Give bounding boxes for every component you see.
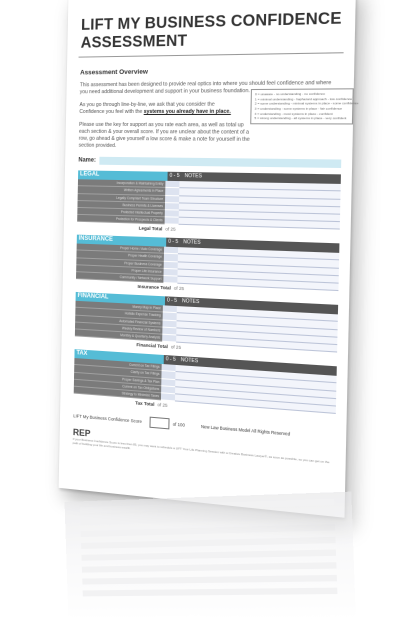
criteria-item: Proper Health Coverage (76, 251, 164, 262)
criteria-item: Strategy to Minimize Taxes (74, 387, 161, 401)
criteria-item: Legally Compliant Team Structure (78, 194, 166, 203)
score-field[interactable] (163, 276, 177, 284)
page-title: LIFT MY BUSINESS CONFIDENCE ASSESSMENT (80, 9, 342, 52)
key-line: 5 = strong understanding - all systems in place - very confident (254, 116, 347, 121)
instruction-text: As you go through line-by-line, we ask that you consider the Confidence you feel with the systems you already have in place. (79, 101, 231, 116)
section-of-25: of 25 (170, 344, 182, 351)
section-title: INSURANCE (77, 235, 167, 247)
title-rule (79, 52, 344, 57)
reflection-line (82, 562, 337, 572)
section-total-label: Insurance Total (137, 284, 171, 291)
rating-key (250, 88, 359, 124)
criteria-item: Proper Business Coverage (76, 258, 164, 269)
key-line: 2 = some understanding - minimal systems in place - some confidence (254, 101, 359, 106)
criteria-item: Proper Home / Auto Coverage (77, 244, 165, 254)
score-column-header: 0 - 5 (165, 297, 179, 307)
criteria-item: Weekly Review of Numbers (75, 322, 162, 334)
criteria-item: Protected Intellectual Property (77, 208, 165, 218)
section-title: FINANCIAL (76, 292, 166, 306)
reflection-line (80, 511, 334, 525)
reflection-line (81, 537, 336, 549)
section-tax (74, 349, 337, 421)
score-field[interactable] (162, 335, 176, 343)
overall-label: LIFT My Business Confidence Score (73, 413, 142, 425)
criteria-item: Automated Financial Systems (75, 315, 162, 327)
score-column-header: 0 - 5 (166, 238, 180, 248)
overall-score-field[interactable] (150, 417, 170, 430)
section-total-label: Tax Total (135, 400, 155, 407)
section-legal (77, 171, 341, 238)
criteria-item: Clarity on Tax Filings (74, 365, 161, 378)
section-total-label: Financial Total (136, 342, 168, 350)
intro-text: This assessment has been designed to provide real optics into where you should feel confidence and where you need additional development and support in your business foundation. (79, 79, 332, 96)
reflection-line (81, 524, 336, 537)
reflection-line (80, 499, 334, 514)
criteria-item: Money Map in Place (75, 301, 162, 313)
closing-text: If your Business Confidence Score is less than 85, you may want to schedule a LIFT Your Life Planning Session with a Creative Business Lawyer®, as soon as possible, so you can get on the path of building your life and business wealth. (72, 437, 330, 465)
criteria-item: Current on Tax Filings (74, 358, 161, 371)
key-line: 3 = understanding - some systems in place - fair confidence (254, 106, 343, 111)
criteria-item: Incorporation & Maintaining Entity (78, 179, 166, 188)
notes-column-header: NOTES (180, 238, 339, 253)
instruction-text-2: Please use the key for support as you rate each area, as well as total up each section & your overall score. If you are unclear about the content of a row, go ahead & give yourself a low score & make a note for yourself in the section provided. (78, 121, 250, 150)
section-of-25: of 25 (165, 226, 176, 233)
key-line: 1 = minimal understanding - haphazard approach - low confidence (254, 96, 353, 102)
notes-column-header: NOTES (179, 297, 338, 314)
overall-of-100: of 100 (172, 421, 185, 428)
criteria-item: Holistic Expense Tracking (75, 308, 162, 320)
overview-heading: Assessment Overview (80, 68, 148, 77)
score-field[interactable] (165, 217, 179, 225)
reflection-line (82, 575, 337, 585)
section-of-25: of 25 (173, 285, 185, 292)
section-title: TAX (74, 349, 163, 364)
reflection-line (83, 588, 338, 597)
section-financial (75, 292, 338, 360)
criteria-item: Monthly & Quarterly Analysis (75, 329, 162, 341)
criteria-item: Business Permits & Licenses (77, 201, 165, 210)
name-field[interactable] (100, 157, 342, 168)
criteria-item: Current on Tax Obligations (74, 379, 161, 393)
notes-column-header: NOTES (181, 172, 340, 184)
notes-column-header: NOTES (178, 356, 337, 376)
key-line: 4 = understanding - most systems in place - confident (254, 111, 333, 116)
score-column-header: 0 - 5 (167, 172, 181, 181)
name-row (78, 157, 341, 168)
section-total-label: Legal Total (138, 225, 163, 232)
criteria-item: Community / Network Support (76, 272, 164, 283)
brand-text: New Law Business Model All Rights Reserved (200, 424, 291, 437)
key-line: 0 = unaware - no understanding - no confidence (254, 91, 326, 97)
section-of-25: of 25 (157, 402, 168, 409)
score-field[interactable] (161, 393, 175, 401)
criteria-item: Proper Savings & Tax Plan (74, 372, 161, 386)
section-title: LEGAL (78, 171, 168, 181)
systems-emphasis: systems you already have in place. (143, 108, 231, 116)
criteria-item: Written Agreements in Place (78, 187, 166, 196)
section-insurance (76, 235, 340, 299)
assessment-sheet (59, 0, 359, 518)
criteria-item: Protection for Prospects & Clients (77, 215, 165, 225)
page-reflection (65, 492, 356, 621)
reflection-line (81, 549, 336, 560)
logo: REP (72, 427, 91, 439)
criteria-item: Proper Life Insurance (76, 265, 164, 276)
score-column-header: 0 - 5 (164, 355, 178, 365)
name-label: Name: (78, 157, 96, 164)
